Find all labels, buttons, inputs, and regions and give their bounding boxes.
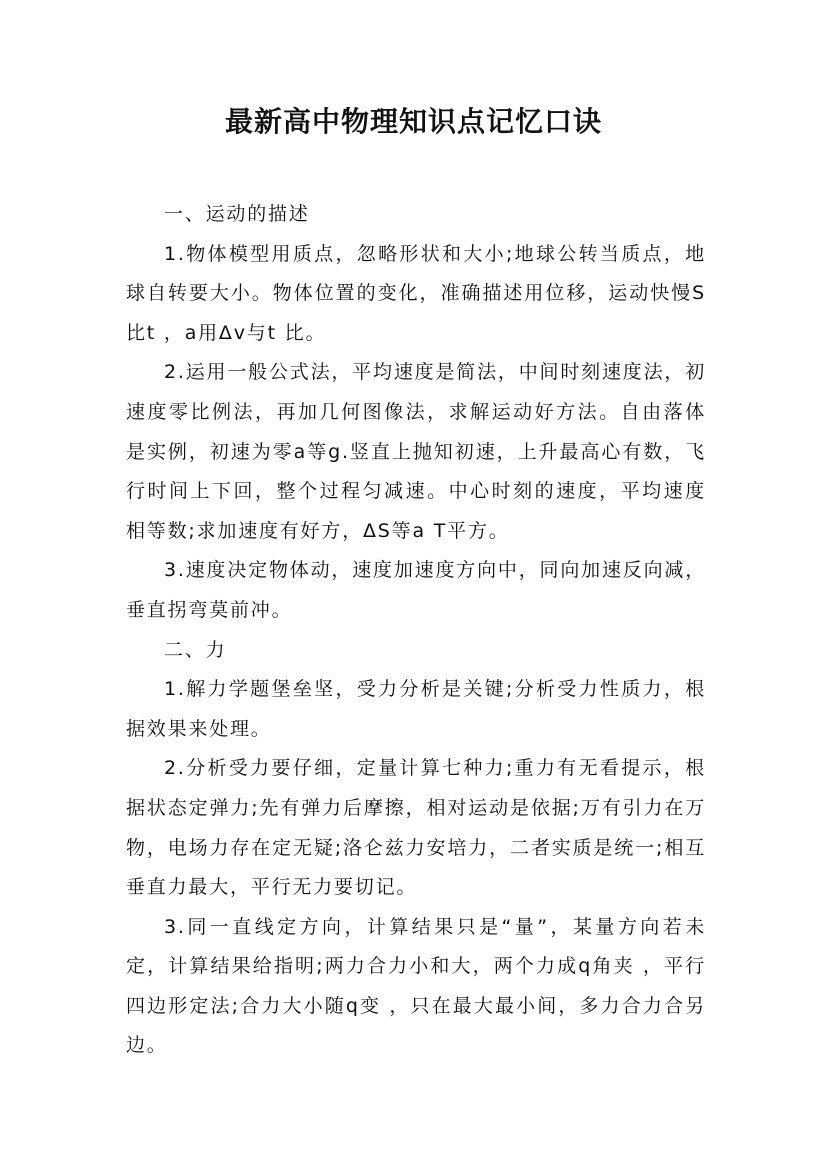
paragraph: 3.同一直线定方向，计算结果只是“量”，某量方向若未定，计算结果给指明;两力合力小和大，两个力成q角夹 ，平行四边形定法;合力大小随q变 ，只在最大最小间，多力合力合另边。 bbox=[126, 915, 706, 1057]
paragraph: 3.速度决定物体动，速度加速度方向中，同向加速反向减，垂直拐弯莫前冲。 bbox=[126, 559, 706, 621]
paragraph: 2.分析受力要仔细，定量计算七种力;重力有无看提示，根据状态定弹力;先有弹力后摩擦，相对运动是依据;万有引力在万物，电场力存在定无疑;洛仑兹力安培力，二者实质是统一;相互垂直力最大，平行无力要切记。 bbox=[126, 757, 706, 899]
document-body bbox=[126, 195, 706, 1066]
paragraph: 2.运用一般公式法，平均速度是简法，中间时刻速度法，初速度零比例法，再加几何图像法，求解运动好方法。自由落体是实例，初速为零a等g.竖直上抛知初速，上升最高心有数，飞行时间上下回，整个过程匀减速。中心时刻的速度，平均速度相等数;求加速度有好方，ΔS等a T平方。 bbox=[126, 361, 706, 542]
section-heading-motion: 一、运动的描述 bbox=[164, 203, 310, 225]
section-heading-force: 二、力 bbox=[164, 638, 227, 661]
paragraph: 1.解力学题堡垒坚，受力分析是关键;分析受力性质力，根据效果来处理。 bbox=[126, 678, 706, 740]
document-title: 最新高中物理知识点记忆口诀 bbox=[224, 105, 602, 138]
paragraph: 1.物体模型用质点，忽略形状和大小;地球公转当质点，地球自转要大小。物体位置的变化，准确描述用位移，运动快慢S比t ，a用Δv与t 比。 bbox=[126, 242, 706, 344]
